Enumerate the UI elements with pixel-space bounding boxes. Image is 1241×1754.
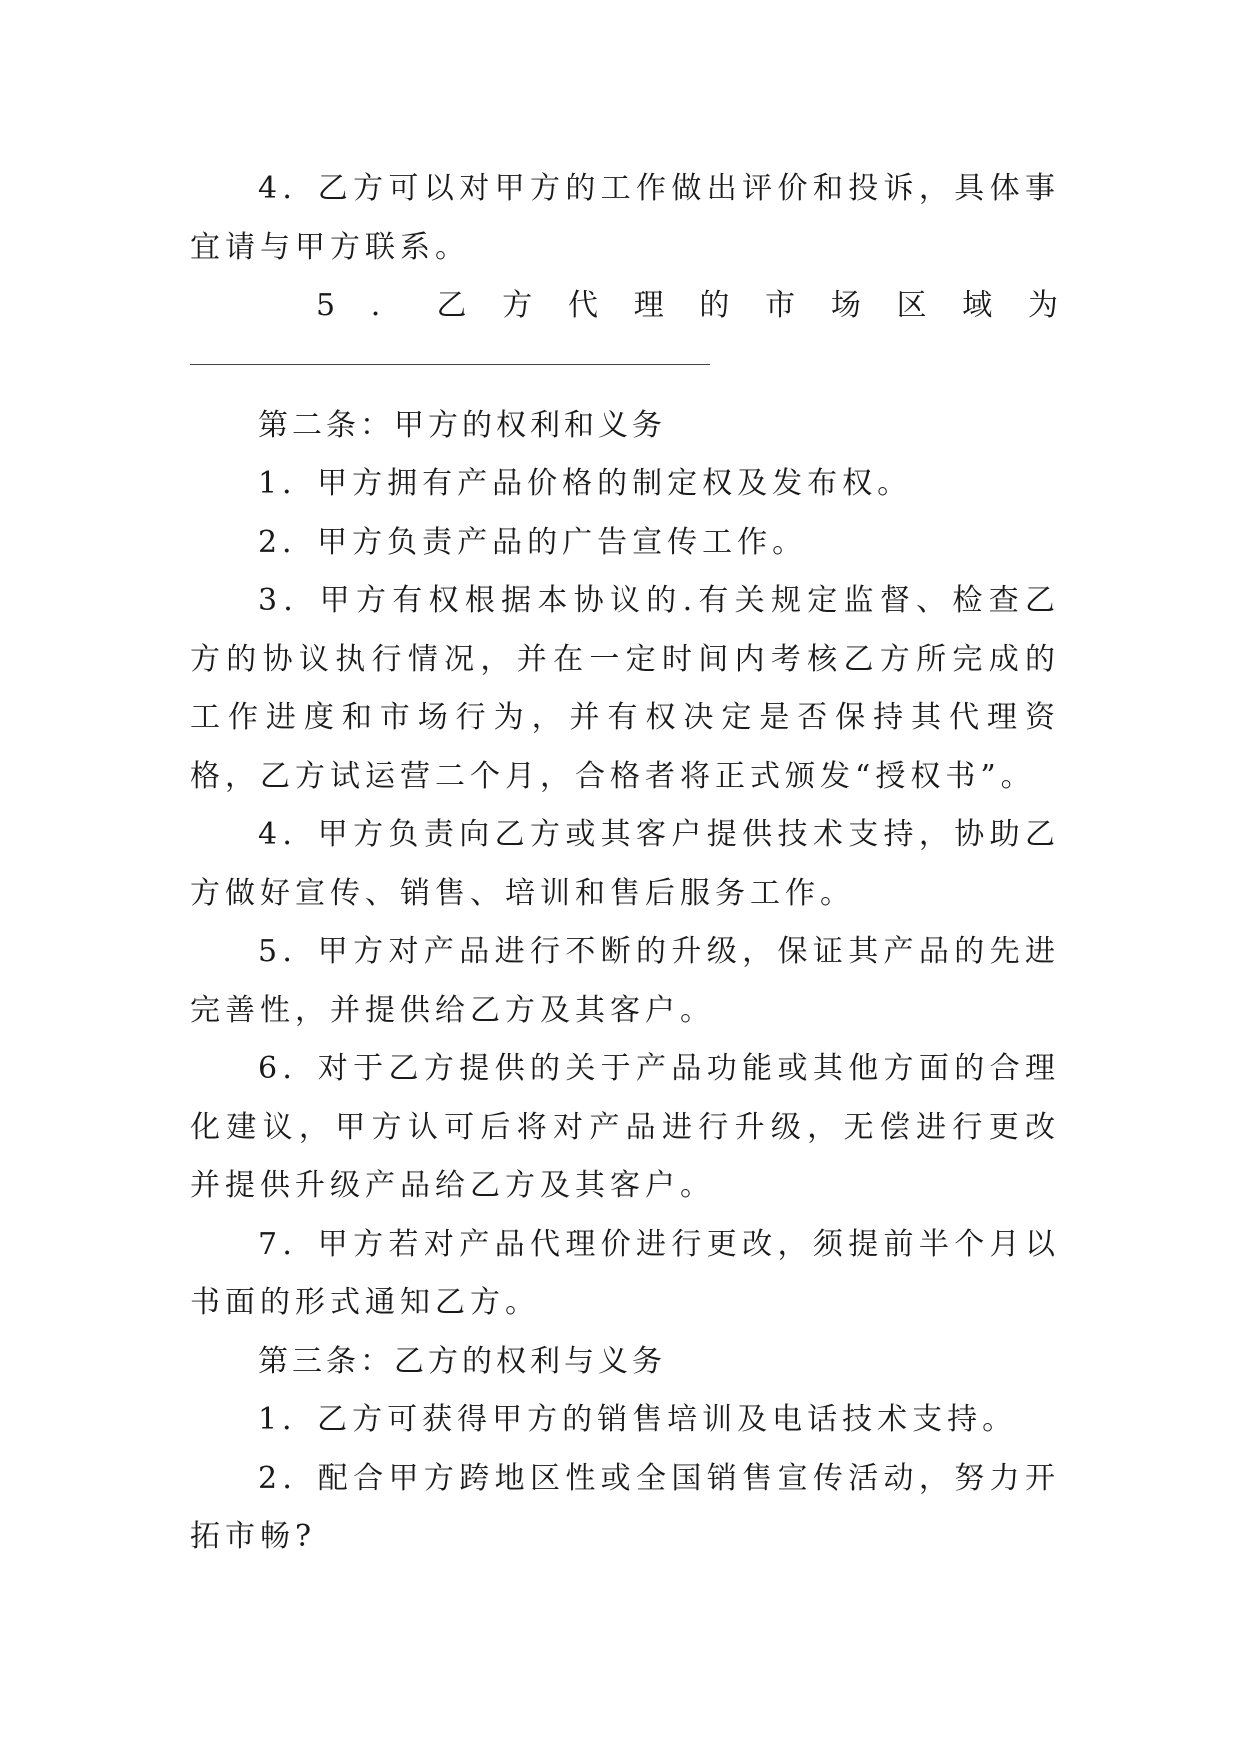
spread-char: 5 — [316, 288, 336, 323]
clause-b-item-5 — [190, 277, 1060, 336]
section-2-item-6: 6．对于乙方提供的关于产品功能或其他方面的合理化建议，甲方认可后将对产品进行升级，无偿进行更改并提供升级产品给乙方及其客户。 — [190, 1051, 1060, 1203]
section-2-item-1: 1．甲方拥有产品价格的制定权及发布权。 — [258, 466, 913, 501]
section-3-title: 第三条：乙方的权利与义务 — [258, 1343, 666, 1379]
spread-char: 市 — [765, 288, 796, 323]
section-2-item-7: 7．甲方若对产品代理价进行更改，须提前半个月以书面的形式通知乙方。 — [190, 1226, 1060, 1320]
spread-char: 方 — [502, 288, 533, 323]
section-2-title: 第二条：甲方的权利和义务 — [258, 407, 666, 443]
clause-b-item-4: 4．乙方可以对甲方的工作做出评价和投诉，具体事宜请与甲方联系。 — [190, 171, 1060, 265]
spread-char: 的 — [699, 288, 730, 323]
fill-in-blank-line — [190, 364, 710, 365]
spread-char: 区 — [896, 288, 927, 323]
section-3-item-2: 2．配合甲方跨地区性或全国销售宣传活动，努力开拓市畅? — [190, 1460, 1060, 1554]
section-3-item-1: 1．乙方可获得甲方的销售培训及电话技术支持。 — [258, 1402, 1018, 1437]
section-2-item-2: 2．甲方负责产品的广告宣传工作。 — [258, 524, 808, 560]
spread-char: 为 — [1028, 288, 1058, 323]
document-page — [190, 160, 1060, 1567]
spread-char: 场 — [830, 288, 861, 323]
spread-char: 代 — [567, 288, 598, 323]
spread-char: 域 — [962, 288, 993, 323]
section-2-item-5: 5．甲方对产品进行不断的升级，保证其产品的先进完善性，并提供给乙方及其客户。 — [190, 934, 1060, 1028]
section-2-item-4: 4．甲方负责向乙方或其客户提供技术支持，协助乙方做好宣传、销售、培训和售后服务工作。 — [190, 817, 1060, 911]
spread-char: 乙 — [436, 288, 467, 323]
spread-char: ． — [370, 288, 401, 323]
section-2-item-3: 3．甲方有权根据本协议的.有关规定监督、检查乙方的协议执行情况，并在一定时间内考核乙方所完成的工作进度和市场行为，并有权决定是否保持其代理资格，乙方试运营二个月，合格者将正式颁发“授权书”。 — [190, 583, 1060, 794]
spread-char: 理 — [633, 288, 664, 323]
